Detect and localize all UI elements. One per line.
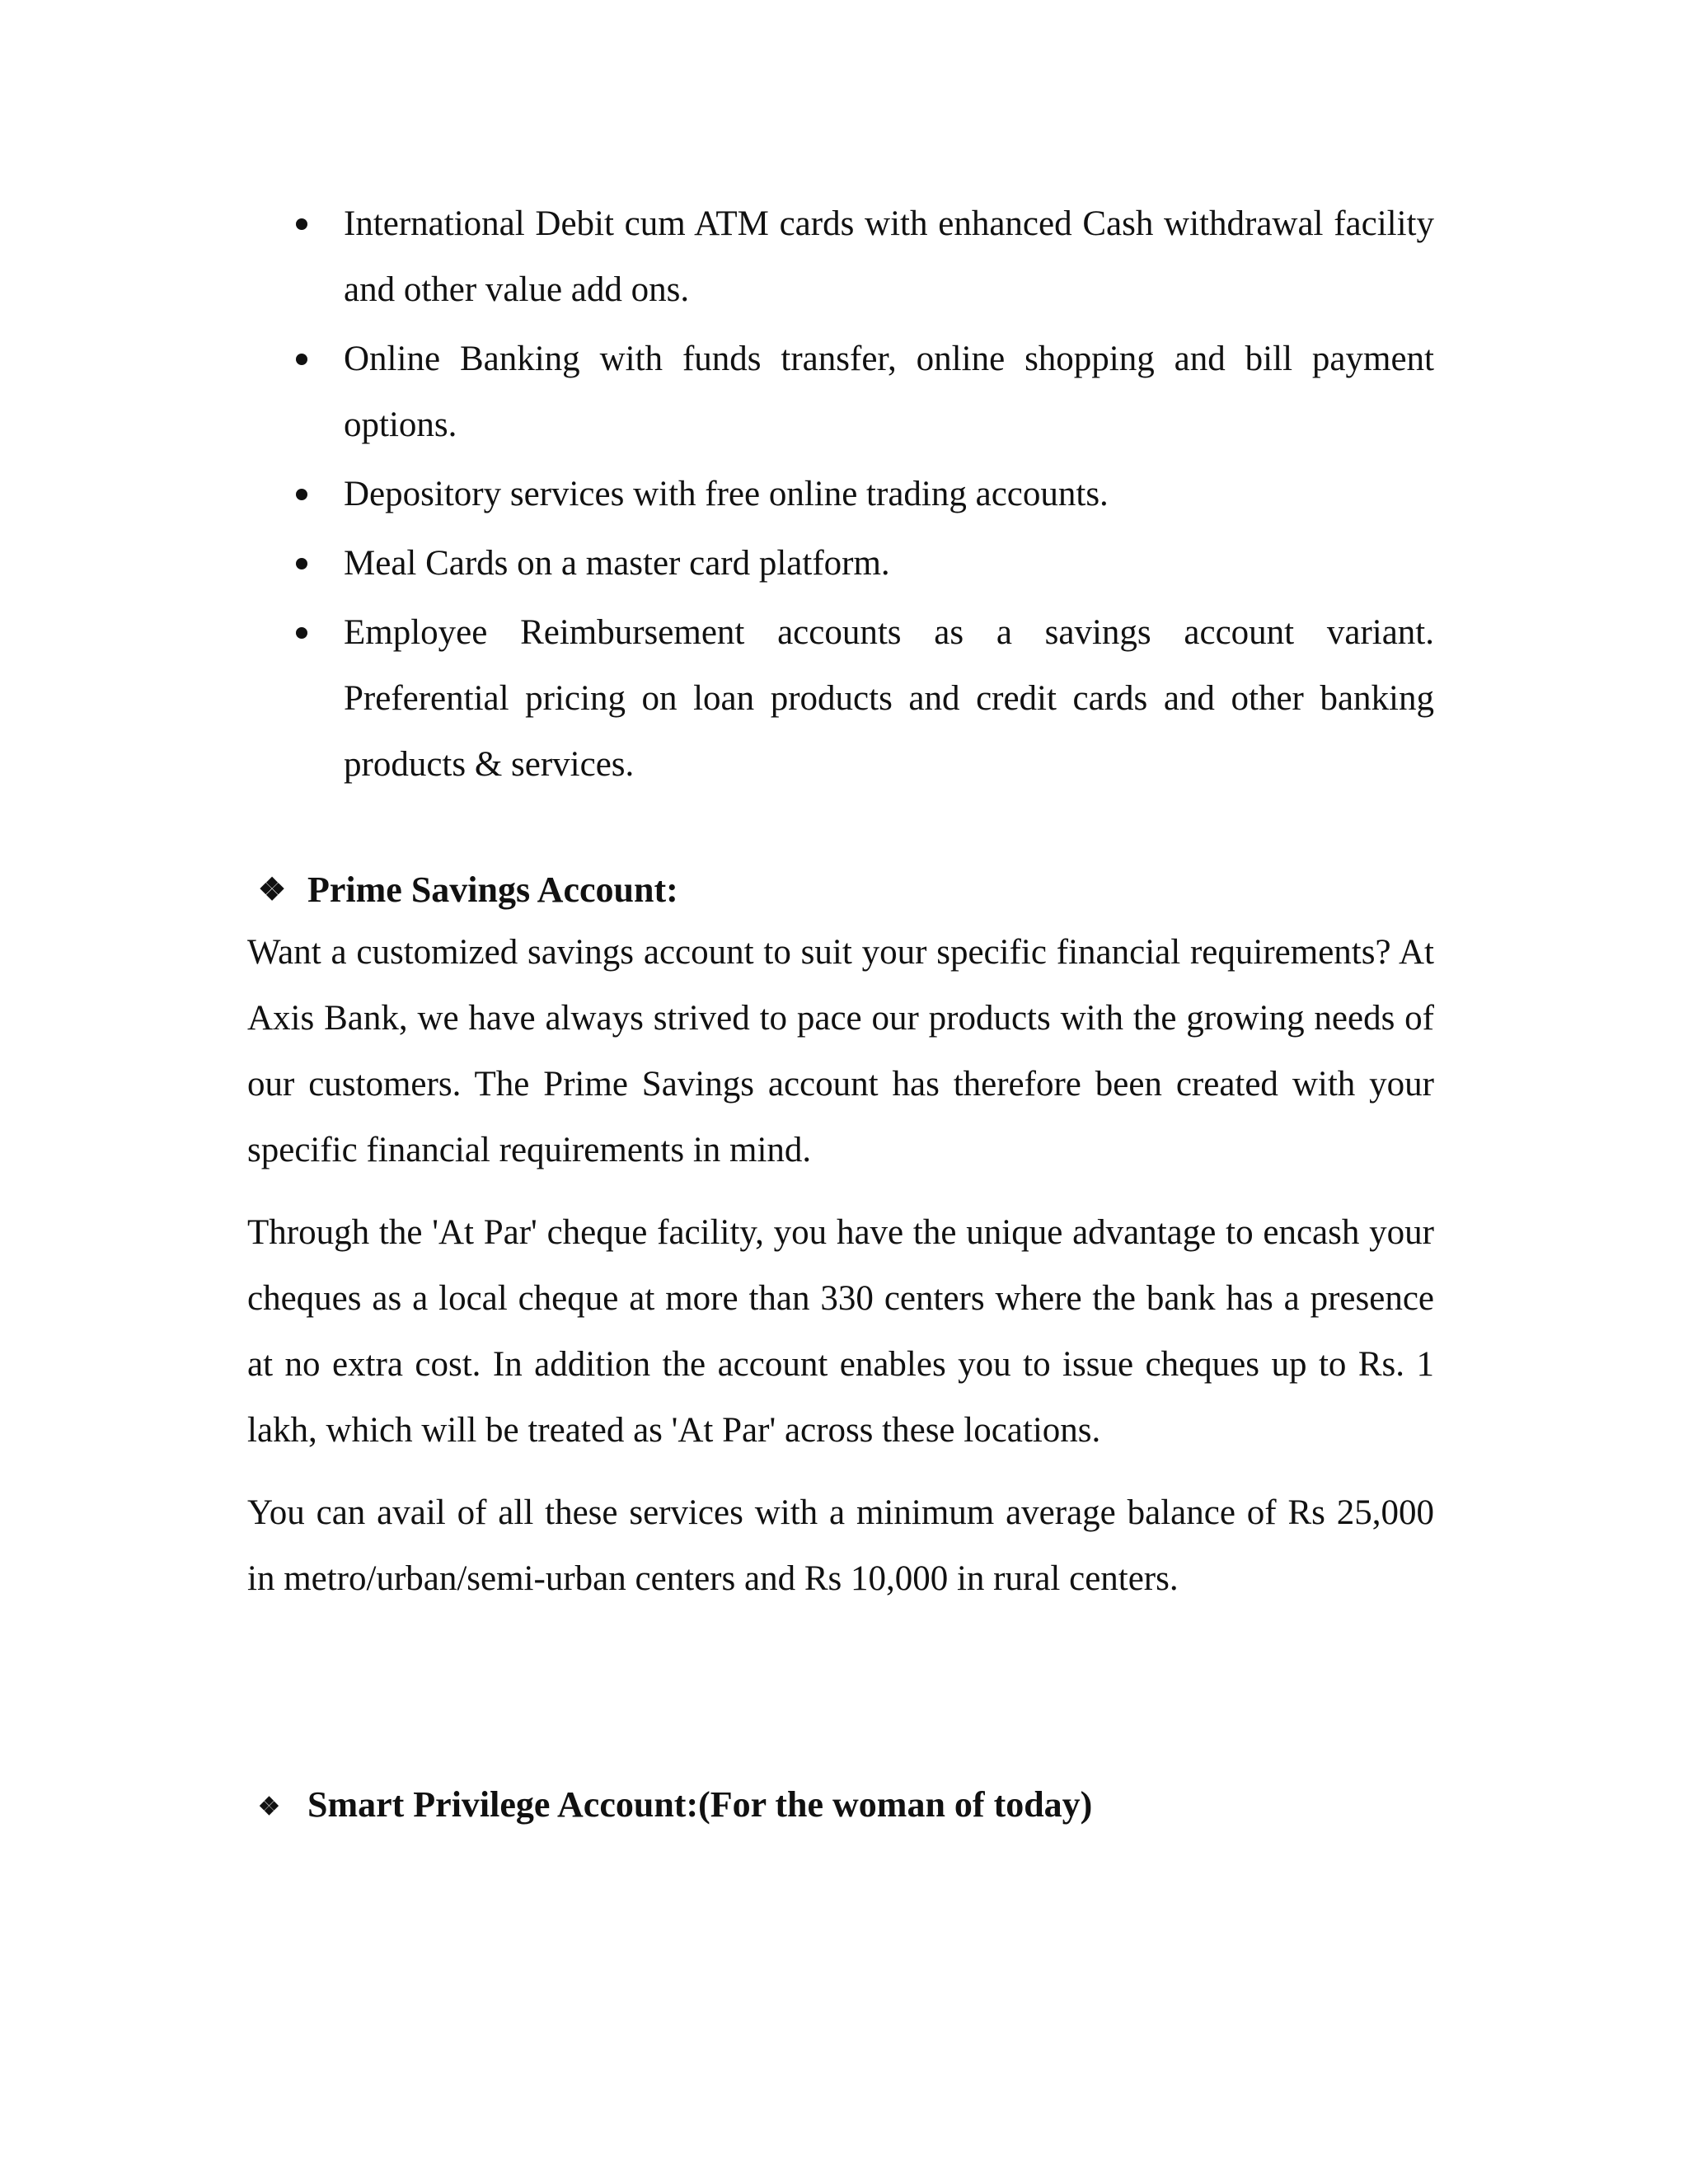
features-bullet-list xyxy=(284,191,1434,801)
paragraph: Want a customized savings account to suit your specific financial requirements? At Axis Bank, we have always strived to pace our products with the growing needs of our customers. The Prime Savings account has therefore been created with your specific financial requirements in mind. xyxy=(247,933,1434,1169)
bullet-text: International Debit cum ATM cards with enhanced Cash withdrawal facility and other value add ons. xyxy=(344,204,1434,309)
bullet-icon xyxy=(296,489,307,500)
bullet-icon xyxy=(296,627,307,639)
bullet-item xyxy=(284,531,1434,597)
bullet-icon xyxy=(296,558,307,569)
diamond-bullet-icon: ❖ xyxy=(258,873,287,907)
bullet-icon xyxy=(296,218,307,230)
bullet-item xyxy=(284,191,1434,323)
bullet-item xyxy=(284,600,1434,798)
prime-savings-body xyxy=(247,920,1434,1629)
diamond-bullet-icon: ❖ xyxy=(258,1793,280,1821)
bullet-item xyxy=(284,326,1434,458)
bullet-icon xyxy=(296,354,307,365)
paragraph: Through the 'At Par' cheque facility, you have the unique advantage to encash your cheques as a local cheque at more than 330 centers where the bank has a presence at no extra cost. In addition the account enables you to issue cheques up to Rs. 1 lakh, which will be treated as 'At Par' across these locations. xyxy=(247,1213,1434,1450)
bullet-item xyxy=(284,462,1434,527)
smart-privilege-title: Smart Privilege Account:(For the woman of today) xyxy=(307,1784,1093,1825)
bullet-text: Depository services with free online trading accounts. xyxy=(344,475,1109,513)
paragraph: You can avail of all these services with a minimum average balance of Rs 25,000 in metro/urban/semi-urban centers and Rs 10,000 in rural centers. xyxy=(247,1493,1434,1598)
bullet-text: Online Banking with funds transfer, online shopping and bill payment options. xyxy=(344,340,1434,444)
bullet-text: Meal Cards on a master card platform. xyxy=(344,544,890,583)
prime-savings-title: Prime Savings Account: xyxy=(307,869,678,910)
bullet-text: Employee Reimbursement accounts as a savings account variant. Preferential pricing on loan products and credit cards and other banking products & services. xyxy=(344,613,1434,784)
prime-savings-heading xyxy=(258,865,678,915)
smart-privilege-heading xyxy=(258,1780,1092,1832)
